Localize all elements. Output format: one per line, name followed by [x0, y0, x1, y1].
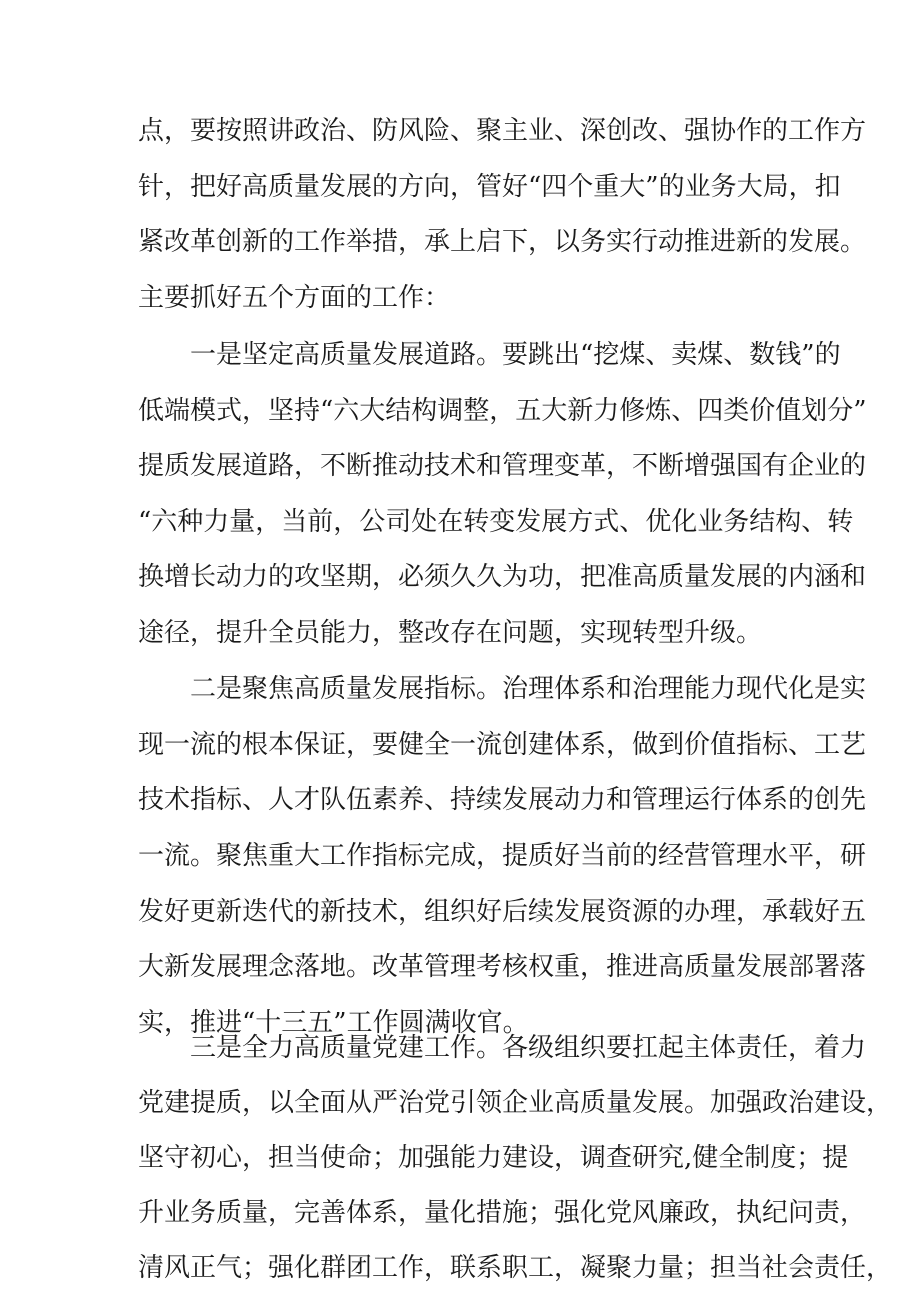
- text-line: 低端模式，坚持“六大结构调整，五大新力修炼、四类价值划分”: [138, 396, 867, 426]
- text-line: 坚守初心，担当使命；加强能力建设，调查研究,健全制度；提: [138, 1143, 849, 1173]
- paragraph-1-first-line: 一是坚定高质量发展道路。要跳出“挖煤、卖煤、数钱”的: [190, 340, 841, 370]
- text-line: “六种力量，当前，公司处在转变发展方式、优化业务结构、转: [138, 507, 854, 537]
- text-line: 主要抓好五个方面的工作：: [138, 283, 451, 313]
- text-line: 一流。聚焦重大工作指标完成，提质好当前的经营管理水平，研: [138, 841, 867, 871]
- text-line: 实，推进“十三五”工作圆满收官。: [138, 1008, 529, 1038]
- text-line: 党建提质，以全面从严治党引领企业高质量发展。加强政治建设，: [138, 1088, 893, 1118]
- text-line: 途径，提升全员能力，整改存在问题，实现转型升级。: [138, 618, 763, 648]
- text-line: 换增长动力的攻坚期，必须久久为功，把准高质量发展的内涵和: [138, 562, 867, 592]
- text-line: 大新发展理念落地。改革管理考核权重，推进高质量发展部署落: [138, 952, 867, 982]
- text-line: 提质发展道路，不断推动技术和管理变革，不断增强国有企业的: [138, 451, 867, 481]
- text-line: 发好更新迭代的新技术，组织好后续发展资源的办理，承载好五: [138, 897, 867, 927]
- text-line-last: 清风正气；强化群团工作，联系职工，凝聚力量；担当社会责任，: [138, 1253, 893, 1283]
- text-line: 点，要按照讲政治、防风险、聚主业、深创改、强协作的工作方: [138, 116, 867, 146]
- text-line: 紧改革创新的工作举措，承上启下，以务实行动推进新的发展。: [138, 227, 867, 257]
- text-line: 升业务质量，完善体系，量化措施；强化党风廉政，执纪问责，: [138, 1198, 867, 1228]
- paragraph-2-first-line: 二是聚焦高质量发展指标。治理体系和治理能力现代化是实: [190, 674, 867, 704]
- text-line: 现一流的根本保证，要健全一流创建体系，做到价值指标、工艺: [138, 730, 867, 760]
- paragraph-3-first-line: 三是全力高质量党建工作。各级组织要扛起主体责任，着力: [190, 1033, 867, 1063]
- text-line: 技术指标、人才队伍素养、持续发展动力和管理运行体系的创先: [138, 785, 867, 815]
- text-line: 针，把好高质量发展的方向，管好“四个重大”的业务大局，扣: [138, 172, 841, 202]
